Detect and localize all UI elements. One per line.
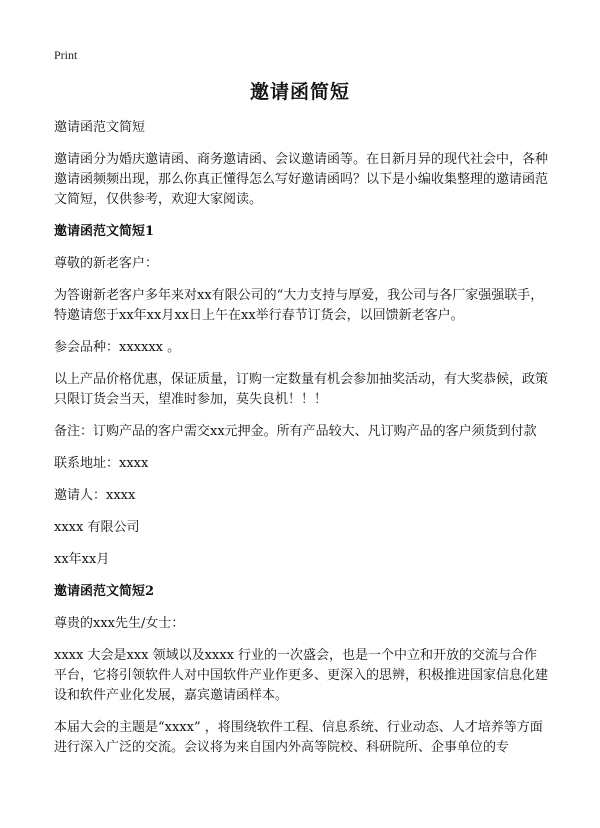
body-paragraph: 以上产品价格优惠，保证质量，订购一定数量有机会参加抽奖活动，有大奖恭候，政策只限订货会当天，望准时参加，莫失良机！！！ [54,372,549,407]
intro-paragraph: 邀请函分为婚庆邀请函、商务邀请函、会议邀请函等。在日新月异的现代社会中，各种邀请函频频出现，那么你真正懂得怎么写好邀请函吗？以下是小编收集整理的邀请函范文简短，仅供参考，欢迎大家阅读。 [54,152,549,207]
body-paragraph: 为答谢新老客户多年来对xx有限公司的“大力支持与厚爱，我公司与各厂家强强联手，特邀请您于xx年xx月xx日上午在xx举行春节订货会，以回馈新老客户。 [54,288,544,323]
body-paragraph: 本届大会的主题是“xxxx” ，将围绕软件工程、信息系统、行业动态、人才培养等方面进行深入广泛的交流。会议将为来自国内外高等院校、科研院所、企事单位的专 [54,720,543,755]
note-paragraph: 备注：订购产品的客户需交xx元押金。所有产品较大、凡订购产品的客户须货到付款 [54,424,537,439]
salutation-1: 尊敬的新老客户： [54,256,159,271]
section-heading-2: 邀请函范文简短2 [54,584,155,599]
body-paragraph: xxxx 大会是xxx 领域以及xxxx 行业的一次盛会，也是一个中立和开放的交流与合作平台，它将引领软件人对中国软件产业作更多、更深入的思辨，积极推进国家信息化建设和软件产业化发展，嘉宾邀请函样本。 [54,648,549,703]
section-heading-1: 邀请函范文简短1 [54,224,155,239]
date-line: xx年xx月 [54,552,110,567]
company-line: xxxx 有限公司 [54,520,140,535]
page-title: 邀请函简短 [249,81,350,103]
subtitle: 邀请函范文简短 [54,120,146,135]
address-line: 联系地址：xxxx [54,456,149,471]
inviter-line: 邀请人：xxxx [54,488,136,503]
print-link[interactable]: Print [54,48,78,62]
document-body [54,118,550,770]
products-line: 参会品种：xxxxxx 。 [54,340,181,355]
salutation-2: 尊贵的xxx先生/女士： [54,616,185,631]
